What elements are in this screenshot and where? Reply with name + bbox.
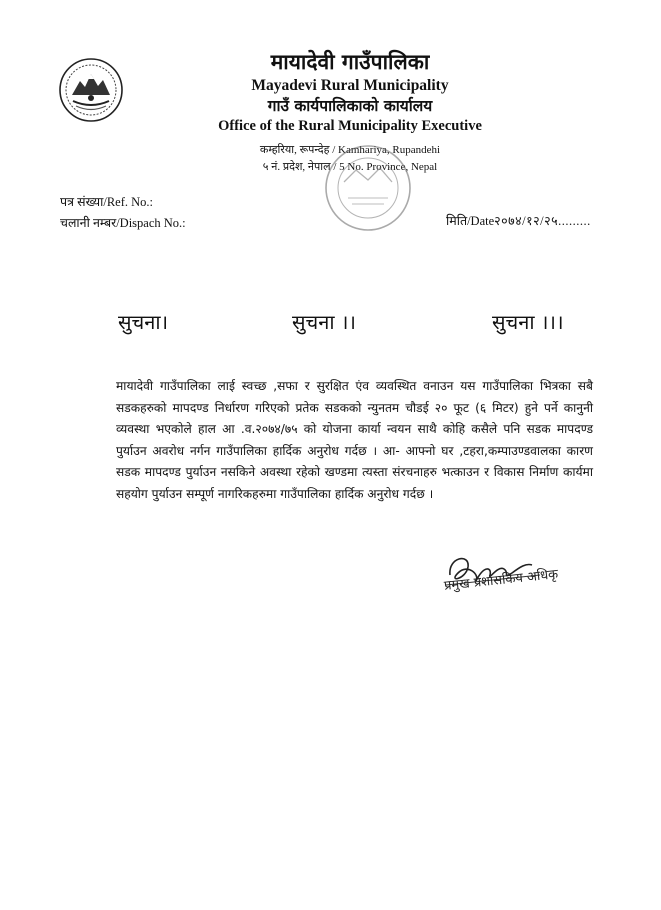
dispatch-number: चलानी नम्बर/Dispach No.:: [60, 216, 186, 230]
address-line-2: ५ नं. प्रदेश, नेपाल / 5 No. Province, Nepal: [262, 161, 438, 173]
office-name-nepali: गाउँ कार्यपालिकाको कार्यालय: [267, 96, 433, 115]
signatory-title: प्रमुख प्रशासकिय अधिकृ: [443, 567, 559, 594]
ref-number: पत्र संख्या/Ref. No.:: [60, 195, 154, 209]
notice-heading-3: सुचना ।।।: [492, 310, 564, 334]
office-name-english: Office of the Rural Municipality Executive: [218, 118, 482, 134]
date-value: २०७४/१२/२५: [494, 214, 559, 228]
notice-heading-2: सुचना ।।: [292, 310, 357, 334]
date-line: [446, 212, 591, 229]
notice-body: मायादेवी गाउँपालिका लाई स्वच्छ ,सफा र सुरक्षित एंव व्यवस्थित वनाउन यस गाउँपालिका भित्रका सबै सडकहरुको मापदण्ड निर्धारण गरिएको प्रतेक सडकको न्युनतम चौडई २० फूट (६ मिटर) हुने पर्ने कानुनी व्यवस्था भएकोले हाल आ .व.२०७४/७५ को योजना कार्या न्वयन साथै कोहि कसैले पनि सडक मापदण्ड पुर्याउन अवरोध नर्गन गाउँपालिका हार्दिक अनुरोध गर्दछ । आ- आफ्नो घर ,टहरा,कम्पाउण्डवालका कारण सडक मापदण्ड पुर्याउन नसकिने अवस्था रहेको खण्डमा त्यस्ता संरचनाहरु भत्काउन र विकास निर्माण कार्यमा सहयोग पुर्याउन सम्पूर्ण नागरिकहरुमा गाउँपालिका हार्दिक अनुरोध गर्दछ ।: [116, 379, 593, 501]
address-line-1: कम्हरिया, रूपन्देह / Kamhariya, Rupandehi: [259, 144, 441, 156]
notice-heading-1: सुचना।: [118, 310, 169, 334]
municipality-name-nepali: मायादेवी गाउँपालिका: [270, 49, 430, 74]
date-label: मिति/Date: [446, 214, 495, 228]
date-dots: .........: [558, 214, 591, 228]
office-stamp-icon: [322, 142, 414, 234]
nepal-emblem-icon: [58, 57, 124, 123]
municipality-name-english: Mayadevi Rural Municipality: [251, 77, 449, 94]
